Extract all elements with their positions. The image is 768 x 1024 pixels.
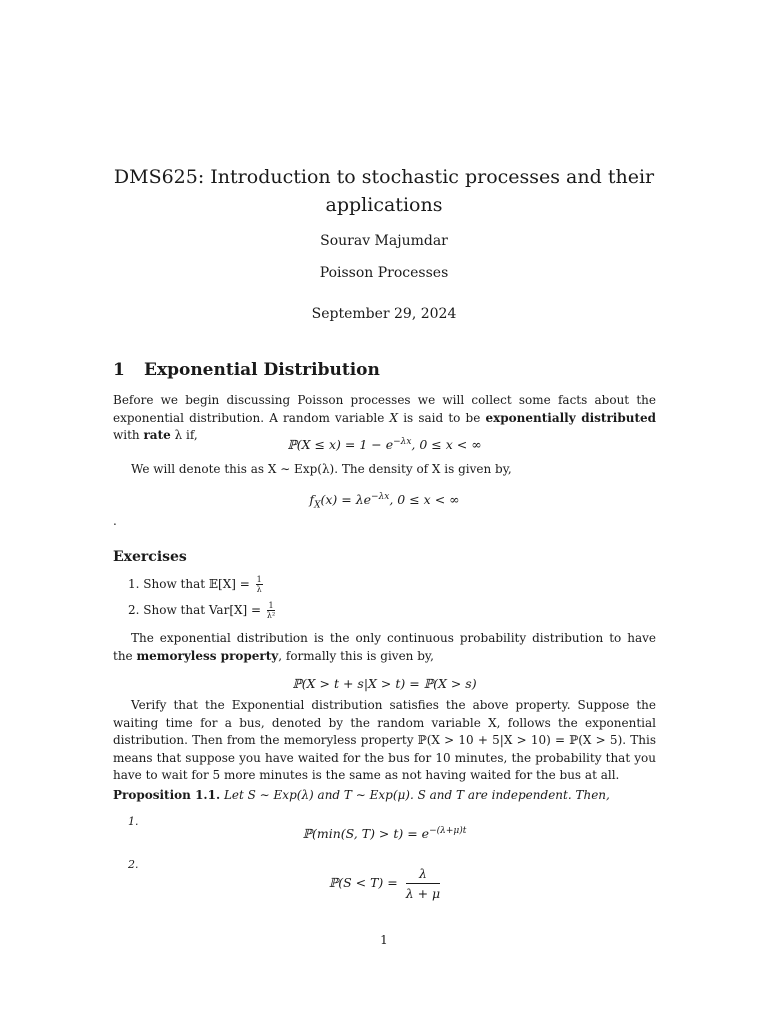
fraction-denominator: λ² — [266, 611, 276, 620]
fraction-numerator: 1 — [268, 601, 274, 610]
section-number: 1 — [113, 360, 125, 380]
proposition-body: Let S ∼ Exp(λ) and T ∼ Exp(μ). S and T are independent. Then, — [220, 788, 610, 802]
fraction-numerator: 1 — [256, 575, 262, 584]
memoryless-equation: ℙ(X > t + s|X > t) = ℙ(X > s) — [292, 676, 477, 691]
document-subtitle: Poisson Processes — [319, 265, 449, 281]
memoryless-bold-term: memoryless property — [136, 648, 279, 663]
pdf-main: (x) = λe — [320, 492, 372, 508]
fraction — [256, 575, 263, 594]
document-title: DMS625: Introduction to stochastic processes and their applications — [113, 166, 655, 216]
denote-paragraph: We will denote this as X ∼ Exp(λ). The density of X is given by, — [131, 462, 512, 476]
section-heading — [113, 360, 380, 380]
memoryless-paragraph — [113, 630, 656, 665]
intro-bold-rate: rate — [143, 428, 171, 442]
verify-paragraph: Verify that the Exponential distribution satisfies the above property. Suppose the waiting time for a bus, denoted by the random variable X, follows the exponential distribution. Then from the memoryless property ℙ(X > 10 + 5|X > 10) = ℙ(X > 5). This means that suppose you have waited for the bus for 10 minutes, the probability that you have to wait for 5 more minutes is the same as not having waited for the bus at all. — [113, 698, 656, 782]
memoryless-text: The exponential distribution is the only continuous probability distribution to have the — [113, 631, 656, 663]
cdf-tail: , 0 ≤ x < ∞ — [411, 437, 482, 453]
intro-bold-term: exponentially distributed — [485, 410, 657, 425]
cdf-exponent: −λx — [393, 437, 412, 447]
fraction-denominator: λ — [256, 585, 262, 594]
document-date: September 29, 2024 — [311, 306, 457, 322]
pdf-tail: , 0 ≤ x < ∞ — [389, 492, 460, 508]
author-name: Sourav Majumdar — [320, 233, 448, 249]
pdf-equation — [113, 492, 656, 511]
prop2-main: ℙ(S < T) = — [328, 875, 402, 890]
fraction — [406, 866, 440, 901]
intro-variable: X — [389, 410, 399, 425]
fraction — [267, 601, 275, 620]
intro-text: is said to be — [398, 410, 486, 425]
exercise-item — [128, 601, 275, 620]
pdf-exponent: −λx — [371, 492, 390, 502]
stray-dot: . — [113, 514, 117, 528]
page-number: 1 — [380, 933, 388, 947]
exercises-heading: Exercises — [113, 549, 187, 565]
intro-text: Before we begin discussing Poisson processes we will collect some facts about the exponential distribution. A random variable — [113, 393, 656, 425]
memoryless-text: , formally this is given by, — [278, 648, 434, 663]
proposition-equation-2 — [113, 866, 656, 901]
intro-text: λ if, — [170, 428, 198, 442]
cdf-main: ℙ(X ≤ x) = 1 − e — [287, 437, 394, 453]
section-title: Exponential Distribution — [144, 360, 380, 380]
fraction-numerator: λ — [406, 866, 440, 884]
proposition-item-number: 2. — [128, 858, 139, 871]
proposition-equation-1 — [113, 826, 656, 841]
cdf-equation — [113, 437, 656, 452]
pdf-subscript: X — [314, 500, 321, 511]
intro-text: with — [113, 428, 144, 442]
pdf-f: f — [309, 492, 315, 508]
proposition — [113, 788, 656, 802]
prop1-main: ℙ(min(S, T) > t) = e — [302, 826, 430, 842]
exercise-text: 2. Show that Var[X] = — [128, 603, 265, 617]
prop1-exponent: −(λ+μ)t — [429, 826, 467, 836]
fraction-denominator: λ + μ — [405, 886, 441, 901]
exercise-item — [128, 575, 263, 594]
proposition-item-number: 1. — [128, 815, 139, 828]
proposition-label: Proposition 1.1. — [113, 788, 221, 802]
exercise-text: 1. Show that 𝔼[X] = — [128, 577, 254, 591]
